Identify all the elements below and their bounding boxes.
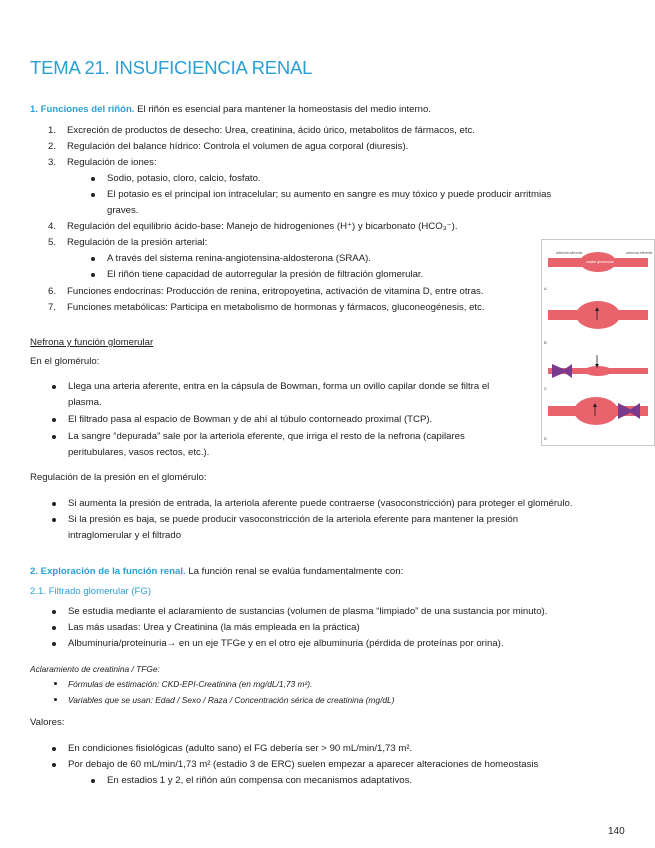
- list-item: Albuminuria/proteinuria→ en un eje TFGe y en el otro eje albuminuria (pérdida de proteínas por orina).: [68, 638, 504, 649]
- glomerular-pressure-diagram: [542, 240, 654, 445]
- section-1-intro: [30, 103, 431, 117]
- list-number: 1.: [47, 125, 56, 136]
- section-2-heading: 2. Exploración de la función renal.: [30, 566, 186, 577]
- list-item: Regulación de iones:: [67, 157, 157, 168]
- italic-heading: Aclaramiento de creatinina / TFGe:: [30, 664, 160, 674]
- list-item-continuation: intraglomerular y el filtrado: [68, 530, 182, 541]
- list-number: 5.: [47, 237, 56, 248]
- bullet: [52, 626, 56, 630]
- section-2-intro-text: La función renal se evalúa fundamentalmente con:: [185, 566, 404, 577]
- bullet: [52, 610, 56, 614]
- list-item: Funciones endocrinas: Producción de renina, eritropoyetina, activación de vitamina D, entre otras.: [67, 286, 484, 297]
- bullet: [52, 642, 56, 646]
- list-item: Excreción de productos de desecho: Urea, creatinina, ácido úrico, metabolitos de fármacos, etc.: [67, 125, 475, 136]
- bullet: [52, 385, 56, 389]
- list-item-continuation: peritubulares, vasos rectos, etc.).: [68, 447, 210, 458]
- list-item: Si la presión es baja, se puede producir vasoconstricción de la arteriola eferente para mantener la presión: [68, 514, 519, 525]
- label-afferent: arteriola aferente: [556, 251, 583, 255]
- list-number: 7.: [47, 302, 56, 313]
- glomerular-pressure-figure: [541, 239, 655, 446]
- list-item: A través del sistema renina-angiotensina-aldosterona (SRAA).: [107, 253, 371, 264]
- bullet: [91, 257, 95, 261]
- page-title: TEMA 21. INSUFICIENCIA RENAL: [30, 57, 313, 78]
- list-item: Llega una arteria aferente, entra en la cápsula de Bowman, forma un ovillo capilar donde se filtra el: [68, 381, 490, 392]
- label-efferent: arteriola eferente: [626, 251, 653, 255]
- list-item: Funciones metabólicas: Participa en metabolismo de hormonas y fármacos, gluconeogénesis, etc.: [67, 302, 485, 313]
- bullet: [91, 779, 95, 783]
- list-item: Se estudia mediante el aclaramiento de sustancias (volumen de plasma “limpiado” de una sustancia por minuto).: [68, 606, 548, 617]
- bullet: [54, 698, 57, 701]
- bullet: [52, 763, 56, 767]
- section-2-intro: [30, 565, 403, 579]
- list-item: El riñón tiene capacidad de autorregular la presión de filtración glomerular.: [107, 269, 424, 280]
- bullet: [91, 193, 95, 197]
- glomerulus: [584, 366, 612, 376]
- vasoconstriction: [562, 364, 572, 378]
- bullet: [52, 502, 56, 506]
- section-1-heading: 1. Funciones del riñón.: [30, 104, 135, 115]
- page-number: 140: [608, 826, 625, 837]
- list-item: Fórmulas de estimación: CKD-EPI-Creatinina (en mg/dL/1,73 m²).: [68, 679, 313, 689]
- list-number: 4.: [47, 221, 56, 232]
- bullet: [52, 418, 56, 422]
- regulacion-heading: Regulación de la presión en el glomérulo:: [30, 472, 207, 483]
- list-item: Regulación del balance hídrico: Controla el volumen de agua corporal (diuresis).: [67, 141, 409, 152]
- list-number: 6.: [47, 286, 56, 297]
- bullet: [54, 682, 57, 685]
- list-item-continuation: graves.: [107, 205, 139, 216]
- list-item: Por debajo de 60 mL/min/1,73 m² (estadio 3 de ERC) suelen empezar a aparecer alteraciones de homeostasis: [68, 759, 539, 770]
- panel-letter: D: [544, 436, 547, 441]
- panel-letter: C: [544, 386, 547, 391]
- list-item: Regulación de la presión arterial:: [67, 237, 208, 248]
- list-number: 3.: [47, 157, 56, 168]
- list-item: Las más usadas: Urea y Creatinina (la más empleada en la práctica): [68, 622, 360, 633]
- nefrona-subheading: En el glomérulo:: [30, 356, 100, 367]
- list-item: Variables que se usan: Edad / Sexo / Raza / Concentración sérica de creatinina (mg/dL): [68, 695, 395, 705]
- list-number: 2.: [47, 141, 56, 152]
- list-item: Regulación del equilibrio ácido-base: Manejo de hidrogeniones (H⁺) y bicarbonato (HCO₃⁻).: [67, 221, 458, 232]
- bullet: [52, 435, 56, 439]
- list-item-continuation: plasma.: [68, 397, 102, 408]
- list-item: Sodio, potasio, cloro, calcio, fosfato.: [107, 173, 261, 184]
- bullet: [52, 518, 56, 522]
- label-capillary: capilar glomerular: [586, 260, 614, 264]
- nefrona-heading: Nefrona y función glomerular: [30, 337, 154, 348]
- list-item: En condiciones fisiológicas (adulto sano) el FG debería ser > 90 mL/min/1,73 m².: [68, 743, 413, 754]
- list-item: Si aumenta la presión de entrada, la arteriola aferente puede contraerse (vasoconstricción) para proteger el glomérulo.: [68, 498, 573, 509]
- bullet: [91, 273, 95, 277]
- panel-letter: A: [544, 286, 547, 291]
- list-item: En estadios 1 y 2, el riñón aún compensa con mecanismos adaptativos.: [107, 775, 413, 786]
- panel-letter: B: [544, 340, 547, 345]
- bullet: [52, 747, 56, 751]
- bullet: [91, 177, 95, 181]
- vasoconstriction: [628, 403, 640, 419]
- list-item: El filtrado pasa al espacio de Bowman y de ahí al túbulo contorneado proximal (TCP).: [68, 414, 433, 425]
- list-item: La sangre “depurada” sale por la arteriola eferente, que irriga el resto de la nefrona (capilares: [68, 431, 465, 442]
- glomerulus: [574, 397, 618, 425]
- subsection-heading: 2.1. Filtrado glomerular (FG): [30, 586, 152, 597]
- glomerulus: [576, 301, 620, 329]
- valores-heading: Valores:: [30, 717, 65, 728]
- section-1-intro-text: El riñón es esencial para mantener la homeostasis del medio interno.: [134, 104, 431, 115]
- list-item: El potasio es el principal ion intracelular; su aumento en sangre es muy tóxico y puede producir arritmias: [107, 189, 552, 200]
